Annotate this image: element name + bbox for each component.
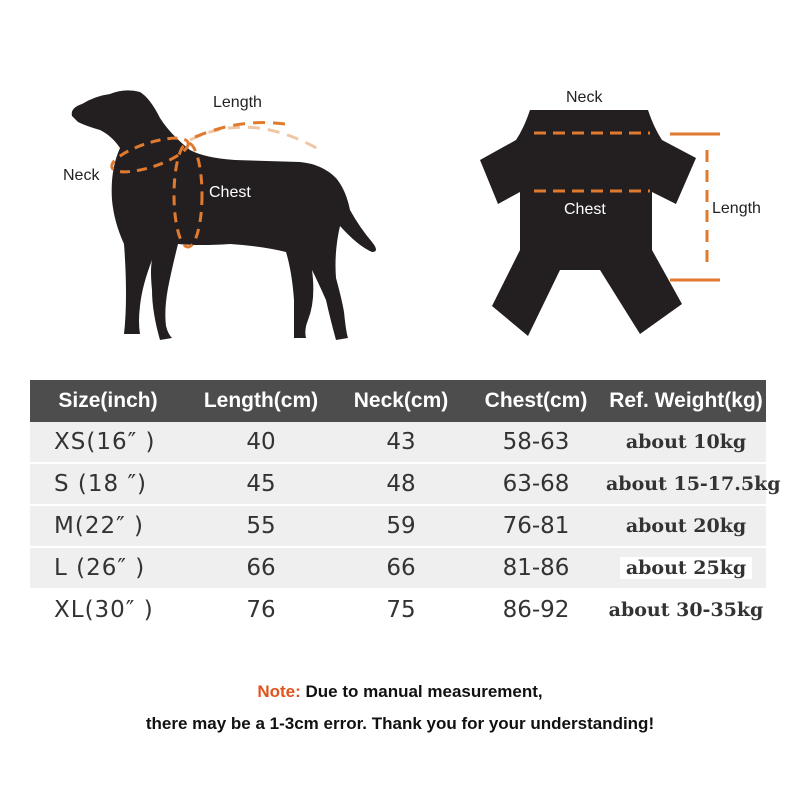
neck-cell: 59 [336,505,466,547]
table-row [30,422,766,463]
dog-length-label: Length [213,94,262,111]
header-chest: Chest(cm) [466,380,606,422]
chest-cell: 81-86 [466,547,606,589]
garment-silhouette [480,110,696,336]
chest-cell: 63-68 [466,463,606,505]
garment-length-label: Length [712,200,761,217]
size-cell: L (26″ ) [30,547,186,589]
weight-cell: about 15-17.5kg [606,463,766,505]
size-cell: S (18 ″) [30,463,186,505]
dog-diagram [63,90,376,340]
weight-cell [606,547,766,589]
chest-cell: 76-81 [466,505,606,547]
weight-cell: about 20kg [606,505,766,547]
table-row [30,505,766,547]
dog-chest-label: Chest [209,184,251,201]
chest-cell: 86-92 [466,589,606,631]
size-cell: M(22″ ) [30,505,186,547]
garment-diagram [480,89,761,336]
size-cell: XS(16″ ) [30,422,186,463]
note-label: Note: [257,682,301,701]
table-row [30,463,766,505]
neck-cell: 43 [336,422,466,463]
note-line-2: there may be a 1-3cm error. Thank you for your understanding! [145,714,655,733]
garment-neck-label: Neck [566,89,603,106]
length-cell: 55 [186,505,336,547]
length-cell: 45 [186,463,336,505]
neck-cell: 75 [336,589,466,631]
weight-value: about 25kg [620,557,752,579]
neck-cell: 48 [336,463,466,505]
length-cell: 40 [186,422,336,463]
note-line-1 [0,682,800,702]
header-neck: Neck(cm) [336,380,466,422]
length-cell: 66 [186,547,336,589]
neck-cell: 66 [336,547,466,589]
garment-chest-label: Chest [564,201,606,218]
chest-cell: 58-63 [466,422,606,463]
table-header-row [30,380,766,422]
length-measure-line [190,127,320,150]
length-cell: 76 [186,589,336,631]
size-cell: XL(30″ ) [30,589,186,631]
header-size: Size(inch) [30,380,186,422]
header-weight: Ref. Weight(kg) [606,380,766,422]
weight-cell: about 10kg [606,422,766,463]
table-row [30,589,766,631]
note-text-1: Due to manual measurement, [300,682,543,701]
dog-neck-label: Neck [63,167,100,184]
size-chart-table [30,380,781,632]
header-length: Length(cm) [186,380,336,422]
table-row [30,547,766,589]
weight-cell: about 30-35kg [606,589,766,631]
measurement-illustration [0,0,800,370]
